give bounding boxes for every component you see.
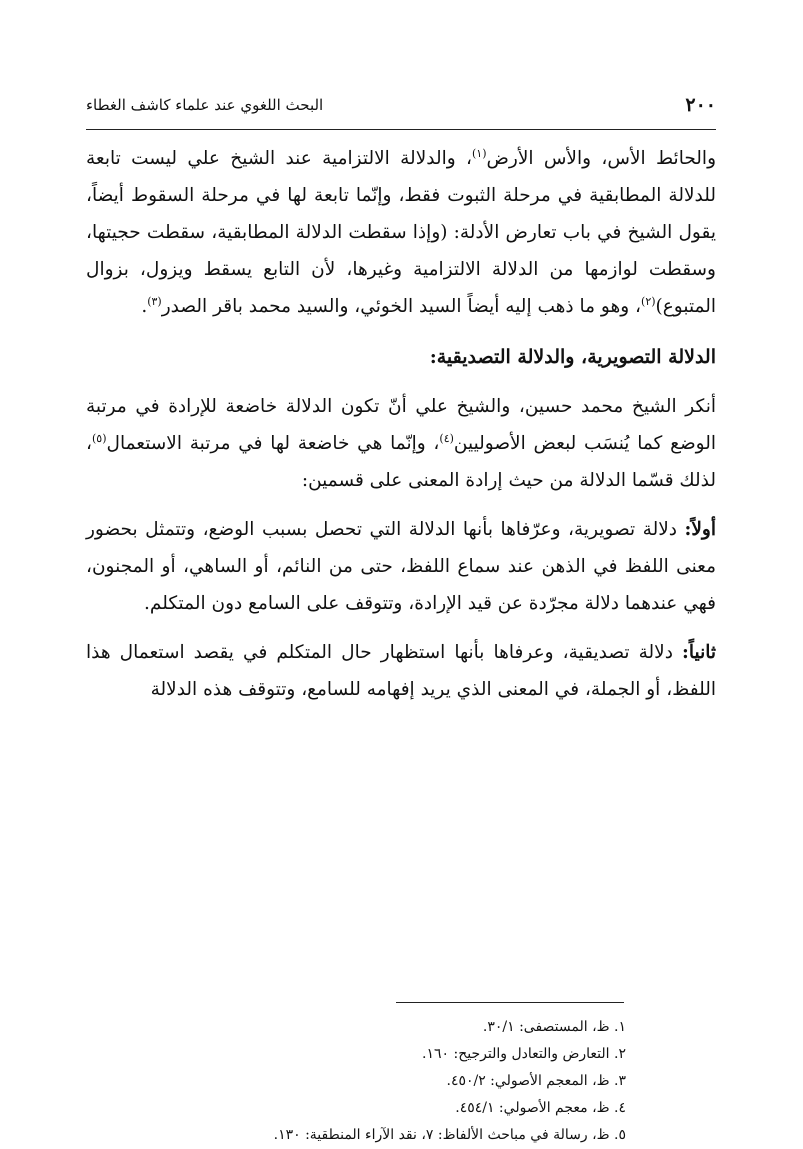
running-title: البحث اللغوي عند علماء كاشف الغطاء xyxy=(86,96,324,114)
footnote-ref-2[interactable]: (٢) xyxy=(641,294,656,308)
paragraph-4 xyxy=(86,634,716,708)
paragraph-1-text-d: . xyxy=(141,296,148,317)
paragraph-3-text: دلالة تصويرية، وعرّفاها بأنها الدلالة التي تحصل بسبب الوضع، وتتمثل بحضور معنى اللفظ في الذهن عند سماع اللفظ، حتى من النائم، أو الساهي، أو المجنون، فهي عندهما دلالة مجرّدة عن قيد الإرادة، وتتوقف على السامع دون المتكلم. xyxy=(86,519,716,614)
footnote-4: ٤. ظ، معجم الأصولي: ٤٥٤/١. xyxy=(455,1100,626,1116)
page-header xyxy=(86,90,716,124)
header-rule xyxy=(86,129,716,130)
paragraph-1-text-c: ، وهو ما ذهب إليه أيضاً السيد الخوئي، والسيد محمد باقر الصدر xyxy=(161,296,642,317)
footnote-2: ٢. التعارض والتعادل والترجيح: ١٦٠. xyxy=(422,1046,626,1062)
footnote-3: ٣. ظ، المعجم الأصولي: ٤٥٠/٢. xyxy=(446,1073,626,1089)
paragraph-4-text: دلالة تصديقية، وعرفاها بأنها استظهار حال المتكلم في يقصد استعمال هذا اللفظ، أو الجملة، في المعنى الذي يريد إفهامه للسامع، وتتوقف هذه الدلالة xyxy=(86,642,716,700)
footnote-ref-3[interactable]: (٣) xyxy=(147,294,162,308)
paragraph-1-text-a: والحائط الأس، والأس الأرض xyxy=(486,148,717,169)
paragraph-2-text-b: ، وإنّما هي خاضعة لها في مرتبة الاستعمال xyxy=(106,433,440,454)
footnotes xyxy=(86,1014,626,1149)
paragraph-1-text-b: ، والدلالة الالتزامية عند الشيخ علي ليست تابعة للدلالة المطابقية في مرحلة الثبوت فقط، وإنّما تابعة لها في مرحلة السقوط أيضاً، يقول الشيخ في باب تعارض الأدلة: (وإذا سقطت الدلالة المطابقية، سقطت حجيتها، وسقطت لوازمها من الدلالة الالتزامية وغيرها، لأن التابع يسقط ويزول، بزوال المتبوع) xyxy=(86,148,716,317)
page-body xyxy=(86,140,716,708)
section-heading: الدلالة التصويرية، والدلالة التصديقية: xyxy=(429,346,716,368)
page-number: ٢٠٠ xyxy=(685,94,716,116)
paragraph-3-lead: أولاً: xyxy=(684,519,716,540)
paragraph-2 xyxy=(86,388,716,499)
footnote-ref-1[interactable]: (١) xyxy=(472,146,487,160)
paragraph-2-text-a: أنكر الشيخ محمد حسين، والشيخ علي أنّ تكون الدلالة خاضعة للإرادة في مرتبة الوضع كما يُنسَب لبعض الأصوليين xyxy=(86,396,716,454)
paragraph-3 xyxy=(86,511,716,622)
footnote-separator xyxy=(396,1002,624,1003)
footnote-5: ٥. ظ، رسالة في مباحث الألفاظ: ٧، نقد الآراء المنطقية: ١٣٠. xyxy=(273,1127,626,1143)
footnote-ref-5[interactable]: (٥) xyxy=(91,431,107,445)
footnote-ref-4[interactable]: (٤) xyxy=(439,431,454,445)
paragraph-4-lead: ثانياً: xyxy=(682,642,716,663)
paragraph-2-text-c: ، لذلك قسّما الدلالة من حيث إرادة المعنى على قسمين: xyxy=(86,433,716,491)
footnote-1: ١. ظ، المستصفى: ٣٠/١. xyxy=(482,1019,626,1035)
paragraph-1 xyxy=(86,140,716,325)
